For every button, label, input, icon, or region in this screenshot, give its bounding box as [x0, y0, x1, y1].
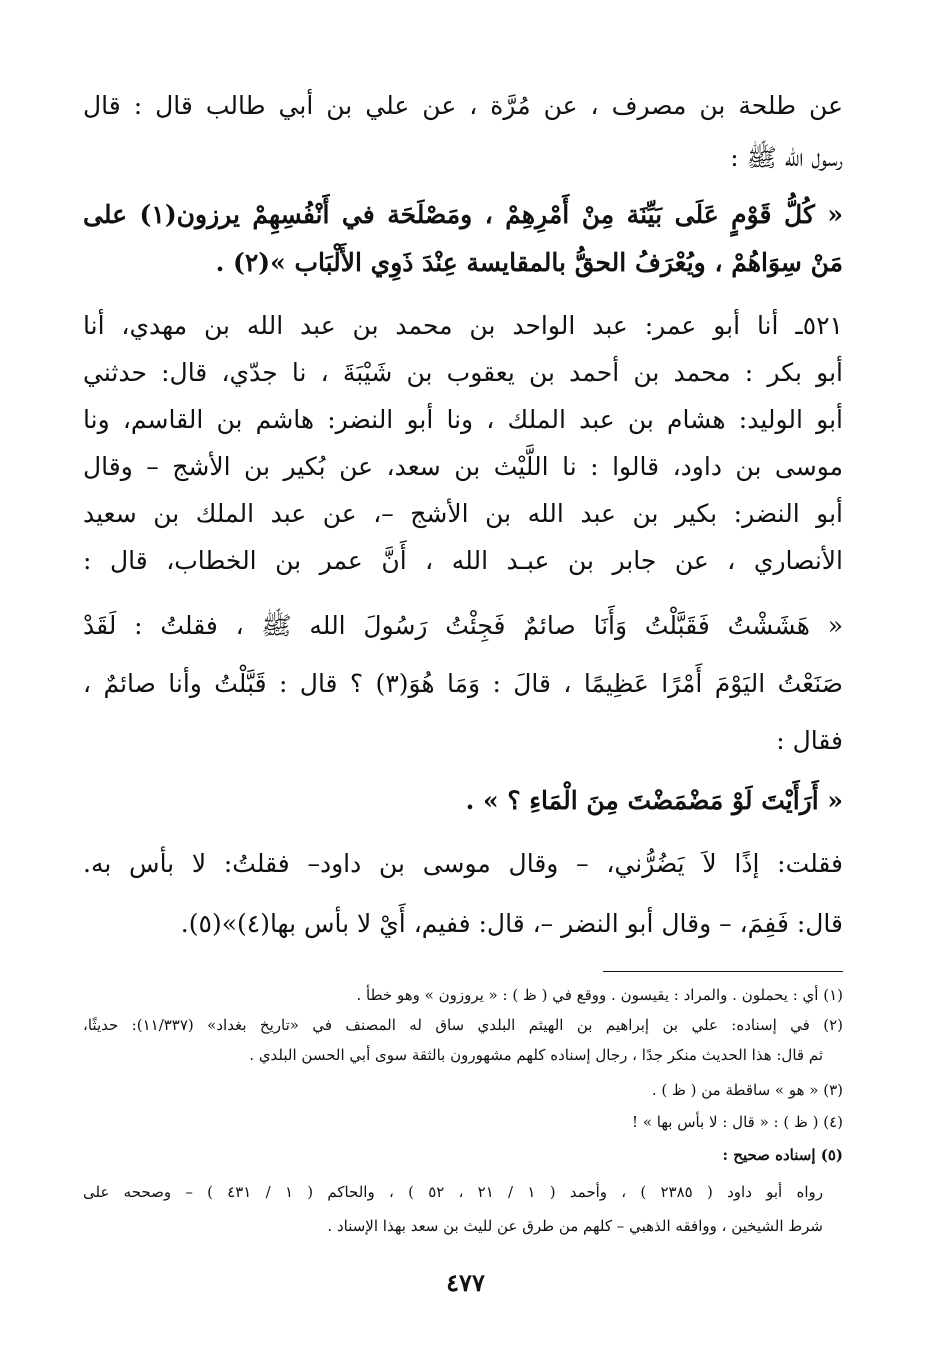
- isnad-line-2: أبو بكر : محمد بن أحمد بن يعقوب بن شَيْبَةَ ، نا جدّي، قال: حدثني: [83, 358, 843, 387]
- isnad-line-5: أبو النضر: بكير بن عبد الله بن الأشج –، عن عبد الملك بن سعيد: [83, 499, 843, 528]
- isnad-line-6: الأنصاري ، عن جابر بن عبـد الله ، أَنَّ عمر بن الخطاب، قال :: [83, 546, 843, 575]
- footnote-2: (٢) في إسناده: علي بن إبراهيم بن الهيثم البلدي ساق له المصنف في «تاريخ بغداد» (١١/٣٣٧): حديثًا،: [83, 1016, 843, 1034]
- footnote-5-line-1: رواه أبو داود ( ٢٣٨٥ ) ، وأحمد ( ١ / ٢١ ، ٥٢ ) ، والحاكم ( ١ / ٤٣١ ) – وصححه على: [83, 1183, 823, 1201]
- footnote-3: (٣) « هو » ساقطة من ( ظ ) .: [651, 1081, 843, 1099]
- footnote-5-heading: (٥) إسناده صحيح :: [722, 1146, 843, 1164]
- hadith-line-1: « كُلُّ قَوْمٍ عَلَى بَيِّنَة مِنْ أَمْرِهِمْ ، ومَصْلَحَة في أَنْفُسِهِمْ يرزون(١) على: [83, 200, 843, 229]
- isnad-line-1: ٥٢١ـ أنا أبو عمر: عبد الواحد بن محمد بن عبد الله بن مهدي، أنا: [83, 311, 843, 340]
- body-line-2: رسول الله ﷺ :: [730, 143, 843, 172]
- isnad-line-3: أبو الوليد: هشام بن عبد الملك ، ونا أبو النضر: هاشم بن القاسم، ونا: [83, 405, 843, 434]
- footnote-1: (١) أي : يحملون . والمراد : يقيسون . ووقع في ( ظ ) : « يروزون » وهو خطأ .: [356, 986, 843, 1004]
- footnote-2-continued: ثم قال: هذا الحديث منكر جدًا ، رجال إسناده كلهم مشهورون بالثقة سوى أبي الحسن البلدي .: [249, 1046, 823, 1064]
- matn-line-4: « أَرَأَيْتَ لَوْ مَضْمَضْتَ مِنَ الْمَاءِ ؟ » .: [465, 786, 843, 815]
- footnote-5-line-2: شرط الشيخين ، ووافقه الذهبي – كلهم من طرق عن لليث بن سعد بهذا الإسناد .: [327, 1217, 823, 1235]
- footnote-4: (٤) ( ظ ) : « قال : لا بأس بها » !: [632, 1113, 843, 1131]
- matn-line-6: قال: فَفِمَ، – وقال أبو النضر –، قال: ففيم، أَيْ لا بأس بها(٤)»(٥).: [180, 909, 843, 938]
- isnad-line-4: موسى بن داود، قالوا : نا اللَّيْث بن سعد، عن بُكير بن الأشج – وقال: [83, 452, 843, 481]
- footnote-separator: [603, 971, 843, 972]
- hadith-line-2: مَنْ سِوَاهُمْ ، ويُعْرَفُ الحقُّ بالمقايسة عِنْدَ ذَوِي الأَلْبَاب »(٢) .: [215, 248, 843, 277]
- matn-line-5: فقلت: إذًا لاَ يَضُرُّني، – وقال موسى بن داود– فقلتُ: لا بأس به.: [83, 849, 843, 878]
- matn-line-3: فقال :: [776, 726, 843, 755]
- page-number: ٤٧٧: [446, 1268, 485, 1297]
- matn-line-2: صَنَعْتُ اليَوْمَ أَمْرًا عَظِيمًا ، قالَ : وَمَا هُوَ(٣) ؟ قال : قَبَّلْتُ وأنا صائمٌ ،: [83, 669, 843, 698]
- body-line-1: عن طلحة بن مصرف ، عن مُرَّة ، عن علي بن أبي طالب قال : قال: [83, 91, 843, 120]
- matn-line-1: « هَشَشْتُ فَقَبَّلْتُ وَأَنَا صائمٌ فَجِئْتُ رَسُولَ الله ﷺ ، فقلتُ : لَقَدْ: [83, 611, 843, 640]
